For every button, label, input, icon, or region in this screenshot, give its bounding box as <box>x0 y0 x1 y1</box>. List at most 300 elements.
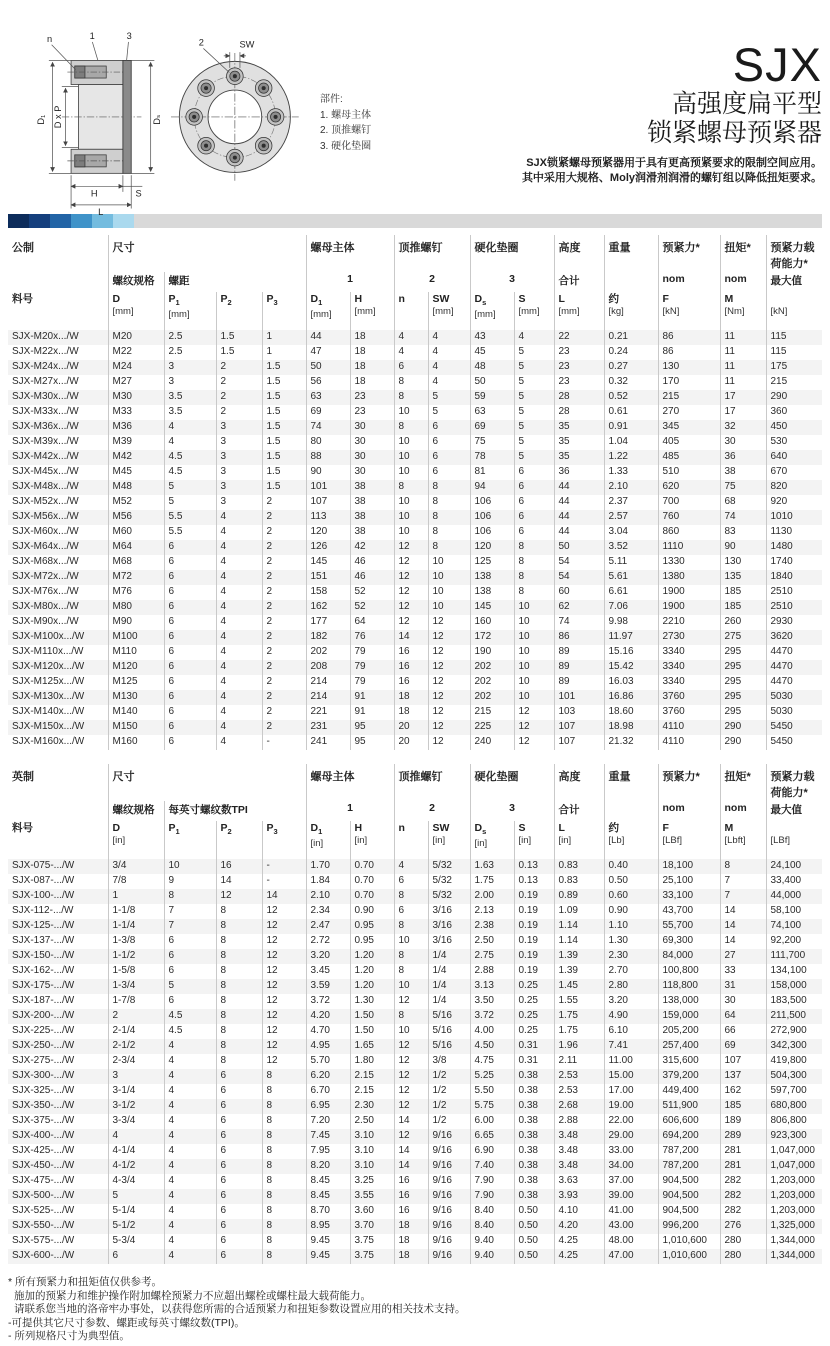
table-cell: 7 <box>164 919 216 934</box>
table-cell: 3.20 <box>604 994 658 1009</box>
table-cell: 4.00 <box>470 1024 514 1039</box>
header-cell: $P_3$ <box>262 821 306 859</box>
table-cell: 14 <box>394 1144 428 1159</box>
table-cell: 37.00 <box>604 1174 658 1189</box>
table-cell: 1.33 <box>604 465 658 480</box>
header-cell <box>8 801 108 821</box>
header-cell <box>604 801 658 821</box>
table-cell: 8 <box>262 1204 306 1219</box>
part-n-label: n <box>47 33 53 44</box>
table-cell: 10 <box>428 555 470 570</box>
table-cell: 4-1/4 <box>108 1144 164 1159</box>
table-cell: 3/16 <box>428 904 470 919</box>
table-cell: 3 <box>216 450 262 465</box>
table-cell: 4.5 <box>164 465 216 480</box>
table-cell: 1,344,000 <box>766 1234 822 1249</box>
header-cell: 英制 <box>12 771 34 783</box>
table-cell: 6.65 <box>470 1129 514 1144</box>
table-cell: 14 <box>394 630 428 645</box>
table-cell: 8 <box>216 1009 262 1024</box>
table-cell: M42 <box>108 450 164 465</box>
table-cell: 43,700 <box>658 904 720 919</box>
table-cell: 39.00 <box>604 1189 658 1204</box>
table-cell: 3.5 <box>164 405 216 420</box>
table-cell: 3.60 <box>350 1204 394 1219</box>
table-cell: M68 <box>108 555 164 570</box>
table-cell: 0.19 <box>514 904 554 919</box>
table-cell: 295 <box>720 705 766 720</box>
table-cell: 5.50 <box>470 1084 514 1099</box>
table-cell: 282 <box>720 1174 766 1189</box>
title-block <box>522 40 822 186</box>
table-cell: 10 <box>514 600 554 615</box>
table-cell: 10 <box>394 1024 428 1039</box>
table-row <box>8 1234 822 1249</box>
table-cell: 3.72 <box>470 1009 514 1024</box>
table-cell: 1.20 <box>350 979 394 994</box>
table-cell: 68 <box>720 495 766 510</box>
table-cell: 3760 <box>658 705 720 720</box>
table-cell: 2 <box>262 555 306 570</box>
table-cell: - <box>262 735 306 750</box>
table-cell: 8 <box>262 1069 306 1084</box>
table-cell: 172 <box>470 630 514 645</box>
table-row <box>8 345 822 360</box>
table-cell: 11.00 <box>604 1054 658 1069</box>
legend-item: 1. 螺母主体 <box>320 109 372 121</box>
table-cell: 0.19 <box>514 889 554 904</box>
table-cell: 904,500 <box>658 1204 720 1219</box>
header-cell: $P_2$ <box>216 821 262 859</box>
header-cell: 螺纹规格 <box>108 801 164 821</box>
table-cell: 1900 <box>658 600 720 615</box>
table-cell: 8 <box>262 1249 306 1264</box>
header-cell: 顶推螺钉 <box>394 235 470 272</box>
screw-icon <box>262 144 266 148</box>
table-cell: SJX-M33x.../W <box>12 406 79 417</box>
table-cell: 12 <box>394 555 428 570</box>
table-cell: 4 <box>216 510 262 525</box>
table-cell: 3/4 <box>108 859 164 874</box>
table-cell: 4.75 <box>470 1054 514 1069</box>
table-cell: 1-3/8 <box>108 934 164 949</box>
table-cell: M100 <box>108 630 164 645</box>
table-cell: 6 <box>164 675 216 690</box>
table-cell: 360 <box>766 405 822 420</box>
table-cell: 35 <box>554 435 604 450</box>
table-cell: 9.40 <box>470 1234 514 1249</box>
footnote-line: 请联系您当地的洛帝牢办事处，以获得您所需的合适预紧力和扭矩参数设置应用的相关技术支持。 <box>14 1303 466 1315</box>
table-cell: 4 <box>164 1219 216 1234</box>
table-cell: M52 <box>108 495 164 510</box>
table-cell: M56 <box>108 510 164 525</box>
table-cell: SJX-137-.../W <box>12 935 75 946</box>
table-cell: 107 <box>554 720 604 735</box>
table-cell: 4 <box>216 735 262 750</box>
table-cell: 1,344,000 <box>766 1249 822 1264</box>
table-cell: SJX-M90x.../W <box>12 616 79 627</box>
table-cell: 0.38 <box>514 1159 554 1174</box>
table-cell: 1.80 <box>350 1054 394 1069</box>
table-cell: 2 <box>262 525 306 540</box>
table-row <box>8 904 822 919</box>
table-cell: 48 <box>470 360 514 375</box>
table-cell: 5 <box>514 420 554 435</box>
table-cell: 18 <box>350 375 394 390</box>
table-cell: 1.75 <box>470 874 514 889</box>
table-cell: 38 <box>350 510 394 525</box>
table-cell: 215 <box>766 375 822 390</box>
table-cell: 35 <box>554 420 604 435</box>
table-cell: 18 <box>394 705 428 720</box>
table-cell: 1110 <box>658 540 720 555</box>
table-cell: 36 <box>554 465 604 480</box>
table-row <box>8 1024 822 1039</box>
table-cell: 1740 <box>766 555 822 570</box>
table-row <box>8 1219 822 1234</box>
table-cell: 3.20 <box>306 949 350 964</box>
table-cell: 3.59 <box>306 979 350 994</box>
table-cell: 2.10 <box>604 480 658 495</box>
table-cell: 1.75 <box>554 1024 604 1039</box>
table-cell: 6 <box>216 1189 262 1204</box>
table-cell: M90 <box>108 615 164 630</box>
table-cell: 920 <box>766 495 822 510</box>
table-cell: SJX-M72x.../W <box>12 571 79 582</box>
table-cell: 107 <box>554 735 604 750</box>
table-row <box>8 949 822 964</box>
screw-icon <box>192 115 196 119</box>
table-cell: 5-3/4 <box>108 1234 164 1249</box>
table-cell: 0.19 <box>514 934 554 949</box>
table-cell: 1.30 <box>604 934 658 949</box>
table-cell: 101 <box>554 690 604 705</box>
table-cell: 12 <box>514 735 554 750</box>
table-cell: 0.60 <box>604 889 658 904</box>
table-cell: 14 <box>720 919 766 934</box>
table-cell: 10 <box>514 630 554 645</box>
table-cell: 1/4 <box>428 979 470 994</box>
table-cell: 504,300 <box>766 1069 822 1084</box>
table-cell: 3.70 <box>350 1219 394 1234</box>
header-cell: F [LBf] <box>658 821 720 859</box>
table-row <box>8 1129 822 1144</box>
table-cell: 7.90 <box>470 1174 514 1189</box>
table-cell: 2.37 <box>604 495 658 510</box>
dim-d1-label: D₁ <box>36 114 47 125</box>
table-cell: 2.10 <box>306 889 350 904</box>
table-cell: 1/2 <box>428 1069 470 1084</box>
table-cell: 2 <box>262 585 306 600</box>
table-cell: 3.25 <box>350 1174 394 1189</box>
table-cell: 1-1/4 <box>108 919 164 934</box>
table-cell: 2510 <box>766 585 822 600</box>
table-cell: 56 <box>306 375 350 390</box>
table-cell: 91 <box>350 705 394 720</box>
table-cell: 290 <box>766 390 822 405</box>
table-cell: 69 <box>470 420 514 435</box>
table-cell: 135 <box>720 570 766 585</box>
table-row <box>8 495 822 510</box>
header-cell: [kN] <box>766 292 822 330</box>
table-row <box>8 889 822 904</box>
header-cell: nom <box>720 801 766 821</box>
table-cell: 640 <box>766 450 822 465</box>
table-cell: 3/16 <box>428 934 470 949</box>
table-cell: 9.98 <box>604 615 658 630</box>
table-cell: 6 <box>428 450 470 465</box>
table-cell: 16 <box>216 859 262 874</box>
table-cell: 74,100 <box>766 919 822 934</box>
table-cell: 18 <box>394 1219 428 1234</box>
table-cell: 3/16 <box>428 919 470 934</box>
table-cell: SJX-M52x.../W <box>12 496 79 507</box>
legend-item: 2. 顶推螺钉 <box>320 125 372 136</box>
table-cell: 6.00 <box>470 1114 514 1129</box>
table-cell: 4 <box>164 1114 216 1129</box>
table-cell: 5.70 <box>306 1054 350 1069</box>
table-cell: 3 <box>164 360 216 375</box>
table-cell: 4 <box>164 1249 216 1264</box>
table-cell: SJX-300-.../W <box>12 1070 75 1081</box>
table-cell: 0.25 <box>514 1024 554 1039</box>
table-cell: 159,000 <box>658 1009 720 1024</box>
table-cell: 257,400 <box>658 1039 720 1054</box>
table-cell: 6 <box>216 1144 262 1159</box>
table-cell: 79 <box>350 660 394 675</box>
table-cell: 290 <box>720 720 766 735</box>
table-cell: M72 <box>108 570 164 585</box>
table-cell: SJX-375-.../W <box>12 1115 75 1126</box>
table-cell: 275 <box>720 630 766 645</box>
table-cell: 0.50 <box>514 1249 554 1264</box>
table-cell: 5.61 <box>604 570 658 585</box>
table-cell: 295 <box>720 690 766 705</box>
table-cell: 281 <box>720 1159 766 1174</box>
table-cell: 3.52 <box>604 540 658 555</box>
table-cell: SJX-M110x.../W <box>12 646 84 657</box>
table-cell: 8 <box>514 570 554 585</box>
table-cell: 8 <box>394 390 428 405</box>
table-cell: - <box>262 859 306 874</box>
table-cell: 2.53 <box>554 1084 604 1099</box>
table-cell: 345 <box>658 420 720 435</box>
table-cell: 18 <box>350 360 394 375</box>
table-row <box>8 645 822 660</box>
table-cell: 5/32 <box>428 859 470 874</box>
table-cell: 2.15 <box>350 1069 394 1084</box>
table-cell: 5 <box>514 405 554 420</box>
table-cell: 12 <box>394 615 428 630</box>
table-cell: 6 <box>514 510 554 525</box>
table-cell: 996,200 <box>658 1219 720 1234</box>
table-cell: 42 <box>350 540 394 555</box>
table-cell: 2.5 <box>164 345 216 360</box>
table-cell: 10 <box>428 600 470 615</box>
table-cell: 4 <box>216 645 262 660</box>
table-cell: 3760 <box>658 690 720 705</box>
table-cell: 4.90 <box>604 1009 658 1024</box>
table-cell: 6 <box>216 1114 262 1129</box>
legend-title: 部件: <box>320 94 343 105</box>
table-cell: 100,800 <box>658 964 720 979</box>
table-cell: 138 <box>470 585 514 600</box>
table-cell: 16.03 <box>604 675 658 690</box>
table-row <box>8 675 822 690</box>
table-cell: 10 <box>394 495 428 510</box>
table-cell: 6 <box>216 1159 262 1174</box>
table-cell: 170 <box>658 375 720 390</box>
table-cell: 4 <box>216 630 262 645</box>
legend-item: 3. 硬化垫圈 <box>320 140 372 152</box>
table-cell: 5-1/4 <box>108 1204 164 1219</box>
table-row <box>8 919 822 934</box>
table-cell: 10 <box>394 450 428 465</box>
table-cell: 4 <box>428 345 470 360</box>
table-cell: 11 <box>720 345 766 360</box>
table-cell: 6 <box>164 720 216 735</box>
table-cell: 0.24 <box>604 345 658 360</box>
table-cell: M80 <box>108 600 164 615</box>
table-cell: 3.55 <box>350 1189 394 1204</box>
table-cell: 138,000 <box>658 994 720 1009</box>
table-cell: 694,200 <box>658 1129 720 1144</box>
table-cell: 1/4 <box>428 949 470 964</box>
table-cell: 530 <box>766 435 822 450</box>
table-cell: 511,900 <box>658 1099 720 1114</box>
table-cell: 45 <box>470 345 514 360</box>
table-cell: 16 <box>394 645 428 660</box>
table-cell: 134,100 <box>766 964 822 979</box>
table-cell: 4 <box>428 360 470 375</box>
table-cell: 10 <box>428 585 470 600</box>
table-cell: 9.45 <box>306 1249 350 1264</box>
screw-icon <box>274 115 278 119</box>
table-cell: 185 <box>720 600 766 615</box>
table-cell: SJX-M80x.../W <box>12 601 79 612</box>
table-cell: 3/8 <box>428 1054 470 1069</box>
table-cell: 1,010,600 <box>658 1249 720 1264</box>
table-cell: SJX-M125x.../W <box>12 676 85 687</box>
table-cell: 4 <box>164 1144 216 1159</box>
table-cell: 3.48 <box>554 1129 604 1144</box>
table-row <box>8 420 822 435</box>
table-cell: 12 <box>428 735 470 750</box>
table-cell: 95 <box>350 735 394 750</box>
table-cell: SJX-M39x.../W <box>12 436 79 447</box>
table-cell: 11 <box>720 375 766 390</box>
table-cell: 4 <box>428 375 470 390</box>
table-cell: 10 <box>394 465 428 480</box>
table-cell: 2 <box>262 600 306 615</box>
table-cell: SJX-350-.../W <box>12 1100 75 1111</box>
table-cell: 50 <box>470 375 514 390</box>
table-cell: 125 <box>470 555 514 570</box>
table-cell: 0.90 <box>604 904 658 919</box>
table-cell: 5.11 <box>604 555 658 570</box>
table-cell: 8 <box>514 585 554 600</box>
table-cell: 449,400 <box>658 1084 720 1099</box>
table-cell: 52 <box>350 585 394 600</box>
table-cell: 16 <box>394 1174 428 1189</box>
table-cell: M125 <box>108 675 164 690</box>
imperial-table <box>8 764 822 1264</box>
table-cell: 4.20 <box>554 1219 604 1234</box>
table-cell: 10 <box>514 690 554 705</box>
table-cell: 2 <box>108 1009 164 1024</box>
table-cell: 1-7/8 <box>108 994 164 1009</box>
table-cell: 54 <box>554 555 604 570</box>
table-cell: 1840 <box>766 570 822 585</box>
table-cell: 260 <box>720 615 766 630</box>
table-cell: 126 <box>306 540 350 555</box>
header-cell: $P_1$ [mm] <box>164 292 216 330</box>
table-cell: 2.70 <box>604 964 658 979</box>
table-cell: 2.5 <box>164 330 216 345</box>
table-cell: 103 <box>554 705 604 720</box>
table-cell: 21.32 <box>604 735 658 750</box>
table-cell: 0.89 <box>554 889 604 904</box>
part-2-label: 2 <box>198 37 204 48</box>
table-cell: 3-1/4 <box>108 1084 164 1099</box>
table-cell: 0.31 <box>514 1054 554 1069</box>
table-cell: 34.00 <box>604 1159 658 1174</box>
table-cell: 6 <box>216 1099 262 1114</box>
table-cell: 106 <box>470 525 514 540</box>
table-cell: 63 <box>470 405 514 420</box>
table-cell: 8 <box>394 964 428 979</box>
table-cell: 177 <box>306 615 350 630</box>
table-cell: SJX-M56x.../W <box>12 511 79 522</box>
table-cell: 4.5 <box>164 1009 216 1024</box>
table-cell: 0.27 <box>604 360 658 375</box>
table-cell: 5 <box>164 480 216 495</box>
table-cell: 4 <box>164 1189 216 1204</box>
table-cell: 79 <box>350 675 394 690</box>
table-cell: 47.00 <box>604 1249 658 1264</box>
table-cell: 160 <box>470 615 514 630</box>
table-cell: 1.5 <box>262 390 306 405</box>
table-cell: 202 <box>470 675 514 690</box>
table-cell: 270 <box>658 405 720 420</box>
table-cell: 0.95 <box>350 919 394 934</box>
table-cell: 205,200 <box>658 1024 720 1039</box>
table-cell: 86 <box>658 330 720 345</box>
table-cell: 4-1/2 <box>108 1159 164 1174</box>
table-cell: M110 <box>108 645 164 660</box>
table-cell: 7 <box>720 874 766 889</box>
table-cell: 1.84 <box>306 874 350 889</box>
table-cell: 2 <box>262 570 306 585</box>
table-row <box>8 435 822 450</box>
table-cell: 2.00 <box>470 889 514 904</box>
table-cell: 137 <box>720 1069 766 1084</box>
table-cell: 12 <box>216 889 262 904</box>
table-cell: 23 <box>554 375 604 390</box>
table-cell: 0.83 <box>554 874 604 889</box>
table-cell: 4.50 <box>470 1039 514 1054</box>
header-cell: 2 <box>394 272 470 292</box>
table-cell: 15.00 <box>604 1069 658 1084</box>
table-cell: 4 <box>164 1039 216 1054</box>
table-cell: 6 <box>164 570 216 585</box>
table-cell: 4.20 <box>306 1009 350 1024</box>
table-cell: 8 <box>394 480 428 495</box>
header-cell: D [mm] <box>108 292 164 330</box>
table-cell: 107 <box>306 495 350 510</box>
table-row <box>8 1039 822 1054</box>
table-cell: 4 <box>216 525 262 540</box>
